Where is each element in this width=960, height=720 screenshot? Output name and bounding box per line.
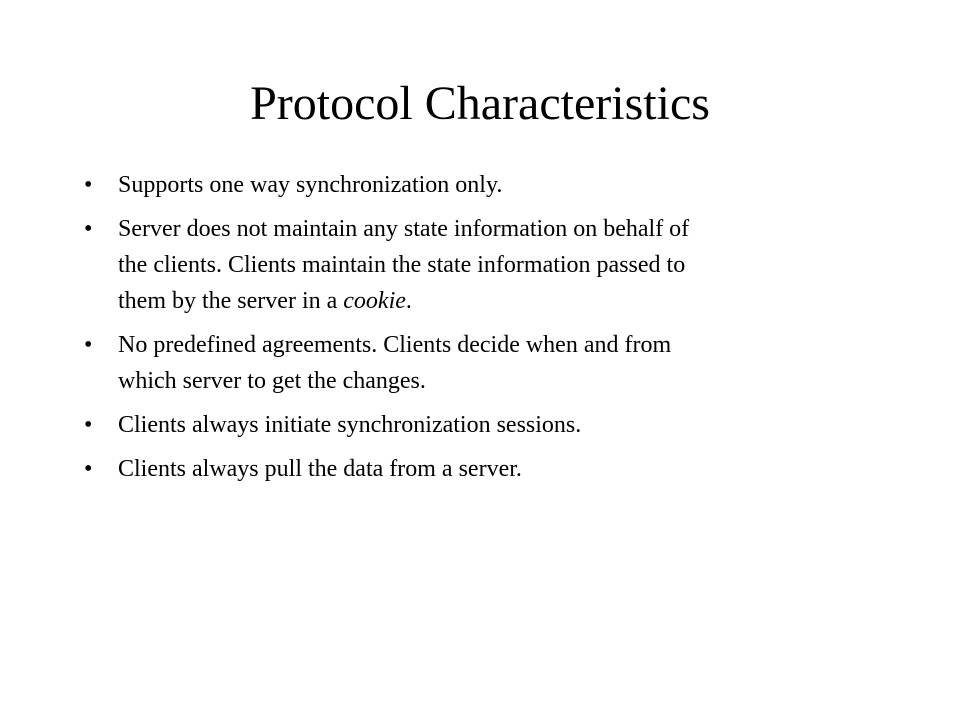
bullet-text-line: Server does not maintain any state information on behalf of bbox=[118, 216, 690, 242]
bullet-glyph: • bbox=[84, 332, 93, 358]
bullet-glyph: • bbox=[84, 172, 93, 198]
bullet-text-line: Supports one way synchronization only. bbox=[118, 172, 503, 198]
bullet-item bbox=[0, 327, 960, 399]
bullet-text-line: No predefined agreements. Clients decide when and from bbox=[118, 332, 672, 358]
bullet-glyph: • bbox=[84, 216, 93, 242]
bullet-text-line: Clients always initiate synchronization sessions. bbox=[118, 412, 582, 438]
bullet-text-line: the clients. Clients maintain the state information passed to bbox=[118, 252, 686, 278]
bullet-item bbox=[0, 211, 960, 319]
bullet-item bbox=[0, 451, 960, 487]
bullet-glyph: • bbox=[84, 412, 93, 438]
bullet-glyph: • bbox=[84, 456, 93, 482]
bullet-text-line bbox=[118, 283, 960, 319]
bullet-text-line: Clients always pull the data from a server. bbox=[118, 456, 522, 482]
bullet-list bbox=[0, 167, 960, 495]
bullet-text-line: which server to get the changes. bbox=[118, 368, 426, 394]
slide-title: Protocol Characteristics bbox=[250, 77, 710, 130]
bullet-item bbox=[0, 407, 960, 443]
bullet-text-segment: them by the server in a bbox=[118, 288, 344, 314]
bullet-item bbox=[0, 167, 960, 203]
bullet-text-segment: . bbox=[405, 288, 412, 314]
emphasized-term: cookie bbox=[343, 288, 406, 314]
